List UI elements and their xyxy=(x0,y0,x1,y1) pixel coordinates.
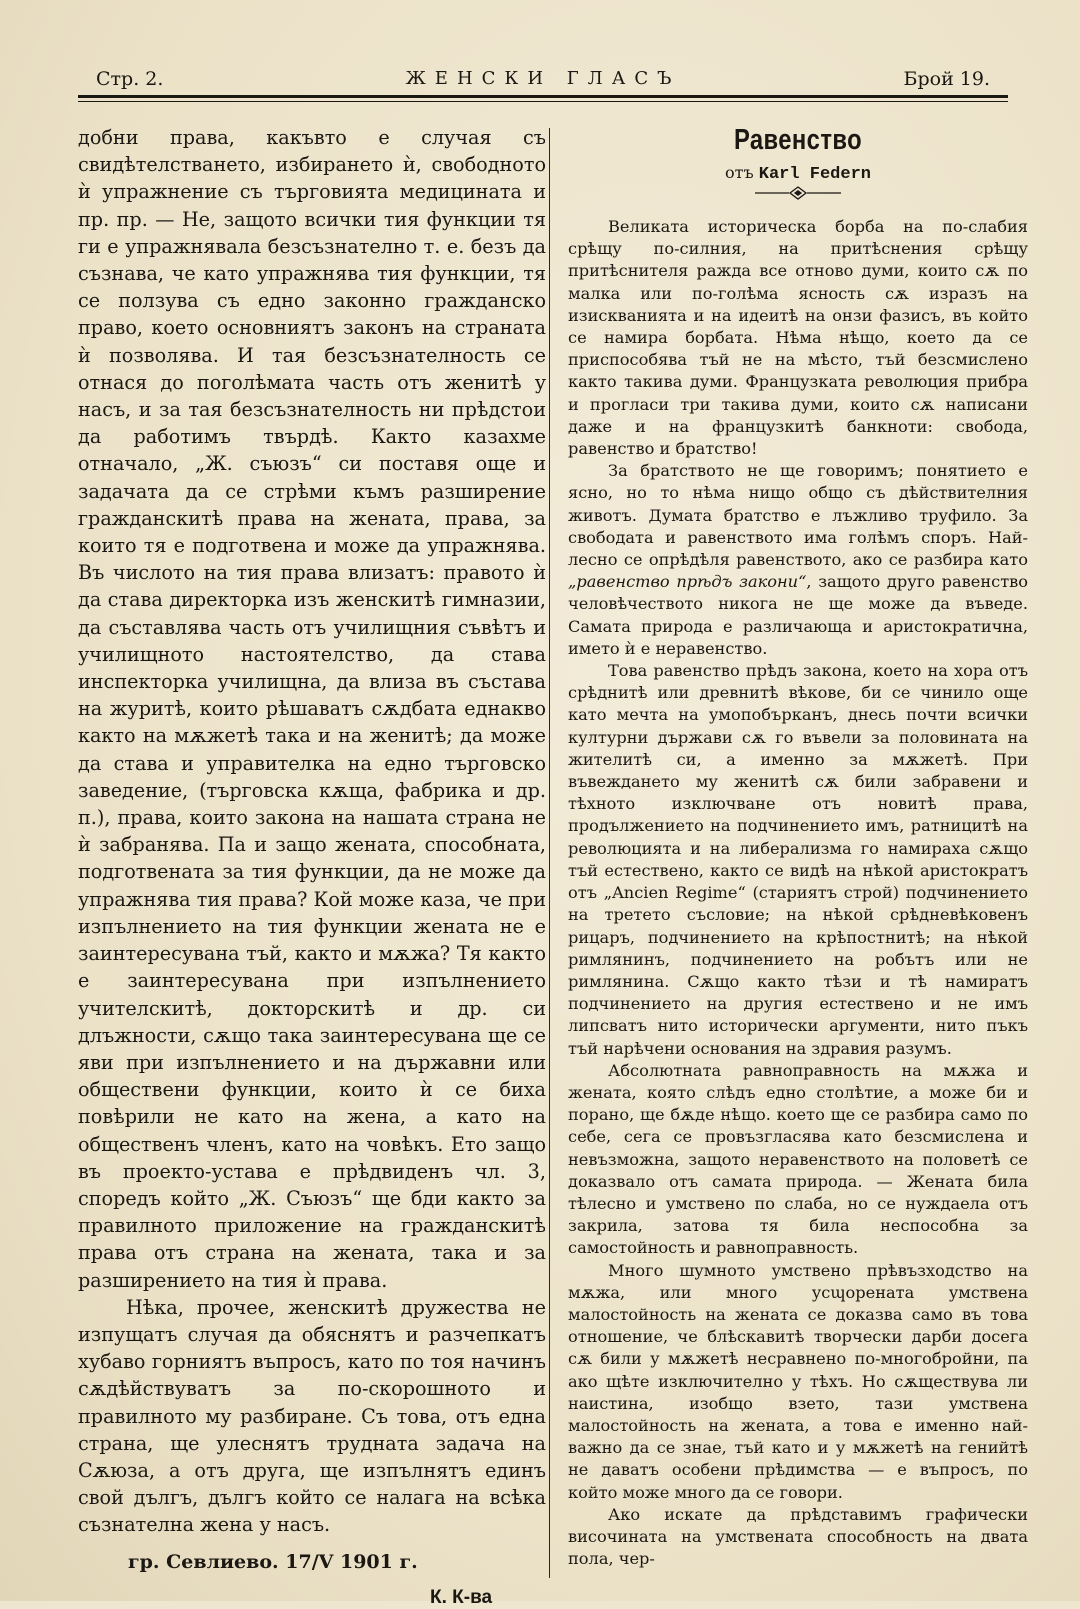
right-paragraph-1: Великата историческа борба на по-слабия срѣщу по-силния, на притѣснения срѣщу притѣснителя ражда все отново думи, които сѫ по малка или по-голѣма ясность сѫ изразъ на изискванията и на идеитѣ на онзи фазисъ, въ който се намира борбата. Нѣма нѣщо, което да се приспособява тъй не на мѣсто, тъй безсмислено както такива думи. Французката революция прибра и прогласи три такива думи, които сѫ написани даже и на французкитѣ банкноти: свобода, равенство и братство! xyxy=(568,217,1028,459)
byline xyxy=(568,163,1028,184)
right-paragraph-2-emphasis: „равенство прѣдъ закони“ xyxy=(568,572,807,592)
right-paragraph-2-text: За братството не ще говоримъ; понятието е ясно, но то нѣма нищо общо съ дѣйствителния животъ. Думата братство е лъжливо труфило. За свободата и равенството има голѣмъ споръ. Най-лесно се опрѣдѣля равенството, ако се разбира като xyxy=(568,461,1028,570)
right-paragraph-6: Ако искате да прѣдставимъ графически височината на умствената способность на двата пола, чер- xyxy=(568,1504,1028,1569)
right-paragraph-5: Много шумното умствено прѣвъзходство на мѫжа, или много усպорената умствена малостойность на жената се доказва само въ това отношение, че блѣскавитѣ творчески дарби досега сѫ били у мѫжетѣ несравнено по-многобройни, па ако щѣте изключително у тѣхъ. Но сѫществува ли наистина, изобщо взето, тази умствена малостойность на жената, а това е именно най-важно да се знае, тъй като и у мѫжетѣ на генийтѣ не даватъ особени прѣдимства — е въпросъ, по който може много да се говори. xyxy=(568,1260,1028,1502)
right-paragraph-4: Абсолютната равноправность на мѫжа и жената, която слѣдъ едно столѣтие, а може би и порано, ще бѫде нѣщо. което ще се разбира само по себе, сега се провъзгласява като безсмислена и невъзможна, защото неравенството на половетѣ се доказвало отъ самата природа. — Жената била тѣлесно и умствено по слаба, но се нуждаела отъ закрила, затова тя била неспособна за самостойность и равноправность. xyxy=(568,1060,1028,1258)
left-paragraph-1: добни права, какъвто е случая съ свидѣтелстването, избирането ѝ, свободното ѝ упражнение съ търговията медицината и пр. пр. — Не, защото всички тия функции тя ги е упражнявала безсъзнателно т. е. безъ да съзнава, че като упражнява тия функции, тя се ползува съ едно законно гражданско право, което основниятъ законъ на страната ѝ позволява. И тая безсъзнателность се отнася до поголѣмата часть отъ женитѣ у насъ, и за тая безсъзнателность ни прѣдстои да работимъ твърдѣ. Както казахме отначало, „Ж. съюзъ“ си поставя още и задачата да се стрѣми къмъ разширение гражданскитѣ права на жената, права, за които тя е подготвена и може да упражнява. Въ числото на тия права влизатъ: правото ѝ да става директорка изъ женскитѣ гимназии, да съставлява часть отъ училищния съвѣтъ и училищното настоятелство, да става инспекторка училищна, да влиза въ състава на журитѣ, които рѣшаватъ сѫдбата еднакво както на мѫжетѣ така и на женитѣ; да може да става и управителка на едно търговско заведение, (търговска кѫща, фабрика и др. п.), права, които закона на нашата страна не ѝ забранява. Па и защо жената, способната, подготвената за тия функции, да не може да упражнява тия права? Кой може каза, че при изпълнението на тия функции жената не е заинтересувана тъй, както и мѫжа? Тя както е заинтересувана при изпълнението учителскитѣ, докторскитѣ и др. си длъжности, сѫщо така заинтересувана ще се яви при изпълнението и на държавни или обществени функции, които ѝ се биха повѣрили не като на жена, а като на общественъ членъ, като на човѣкъ. Ето защо въ проекто-устава е прѣдвиденъ чл. 3, споредъ който „Ж. Съюзъ“ ще бди както за правилното приложение на гражданскитѣ права отъ страна на жената, така и за разширението на тия ѝ права. xyxy=(78,126,546,1292)
article-title: Равенство xyxy=(733,124,863,156)
signature: К. К-ва xyxy=(430,1586,493,1608)
right-paragraph-2 xyxy=(568,460,1028,660)
dateline: гр. Севлиево. 17/V 1901 г. xyxy=(128,1550,418,1573)
issue-number: Брой 19. xyxy=(903,68,990,90)
newspaper-title: ЖЕНСКИ ГЛАСЪ xyxy=(405,68,681,89)
right-paragraph-3: Това равенство прѣдъ закона, което на хора отъ срѣднитѣ или древнитѣ вѣкове, би се чинило още като мечта на умопобърканъ, днесь почти всички културни държави сѫ го въвели за половината на жителитѣ си, а именно за мѫжетѣ. При въвеждането му женитѣ сѫ били забравени и тѣхното изключване отъ новитѣ права, продължението на подчинението имъ, ратницитѣ на революцията и на либерализма го намираха сѫщо тъй естествено, както се видѣ на нѣкой аристократъ отъ „Ancien Regime“ (стариятъ строй) подчинението на третето съсловие; на нѣкой срѣдневѣковенъ рицаръ, подчинението на крѣпостнитѣ; на нѣкой римлянинъ, подчинението на робътъ или не римлянина. Сѫщо както тѣзи и тѣ намиратъ подчинението на другия естествено и не имъ липсватъ нито исторически аргументи, нито пъкъ тъй нарѣчени основания на здравия разумъ. xyxy=(568,661,1028,1058)
page-header xyxy=(78,62,1008,96)
page-number: Стр. 2. xyxy=(96,68,164,90)
ornament-divider-icon xyxy=(753,186,843,200)
left-column xyxy=(78,124,546,1609)
byline-prefix: отъ xyxy=(725,163,754,182)
header-rule-thin xyxy=(78,101,1008,102)
column-divider xyxy=(549,128,550,1578)
right-paragraph-2-end: , защото друго равенство человѣчеството никога не ще може да въведе. Самата природа е различающа и аристократична, името ѝ е неравенство. xyxy=(568,572,1029,658)
header-rule-thick xyxy=(78,95,1008,98)
left-paragraph-2: Нѣка, прочее, женскитѣ дружества не изпущатъ случая да обяснятъ и разчепкатъ хубаво горниятъ въпросъ, като по тоя начинъ сѫдѣйствуватъ за по-скорошното и правилното му разбиране. Съ това, отъ една страна, ще улеснятъ трудната задача на Сѫюза, а отъ друга, ще изпълнятъ единъ свой дългъ, дългъ който се налага на всѣка съзнателна жена у насъ. xyxy=(78,1295,546,1537)
author-name: Karl Federn xyxy=(758,165,871,184)
right-column xyxy=(568,124,1028,1570)
